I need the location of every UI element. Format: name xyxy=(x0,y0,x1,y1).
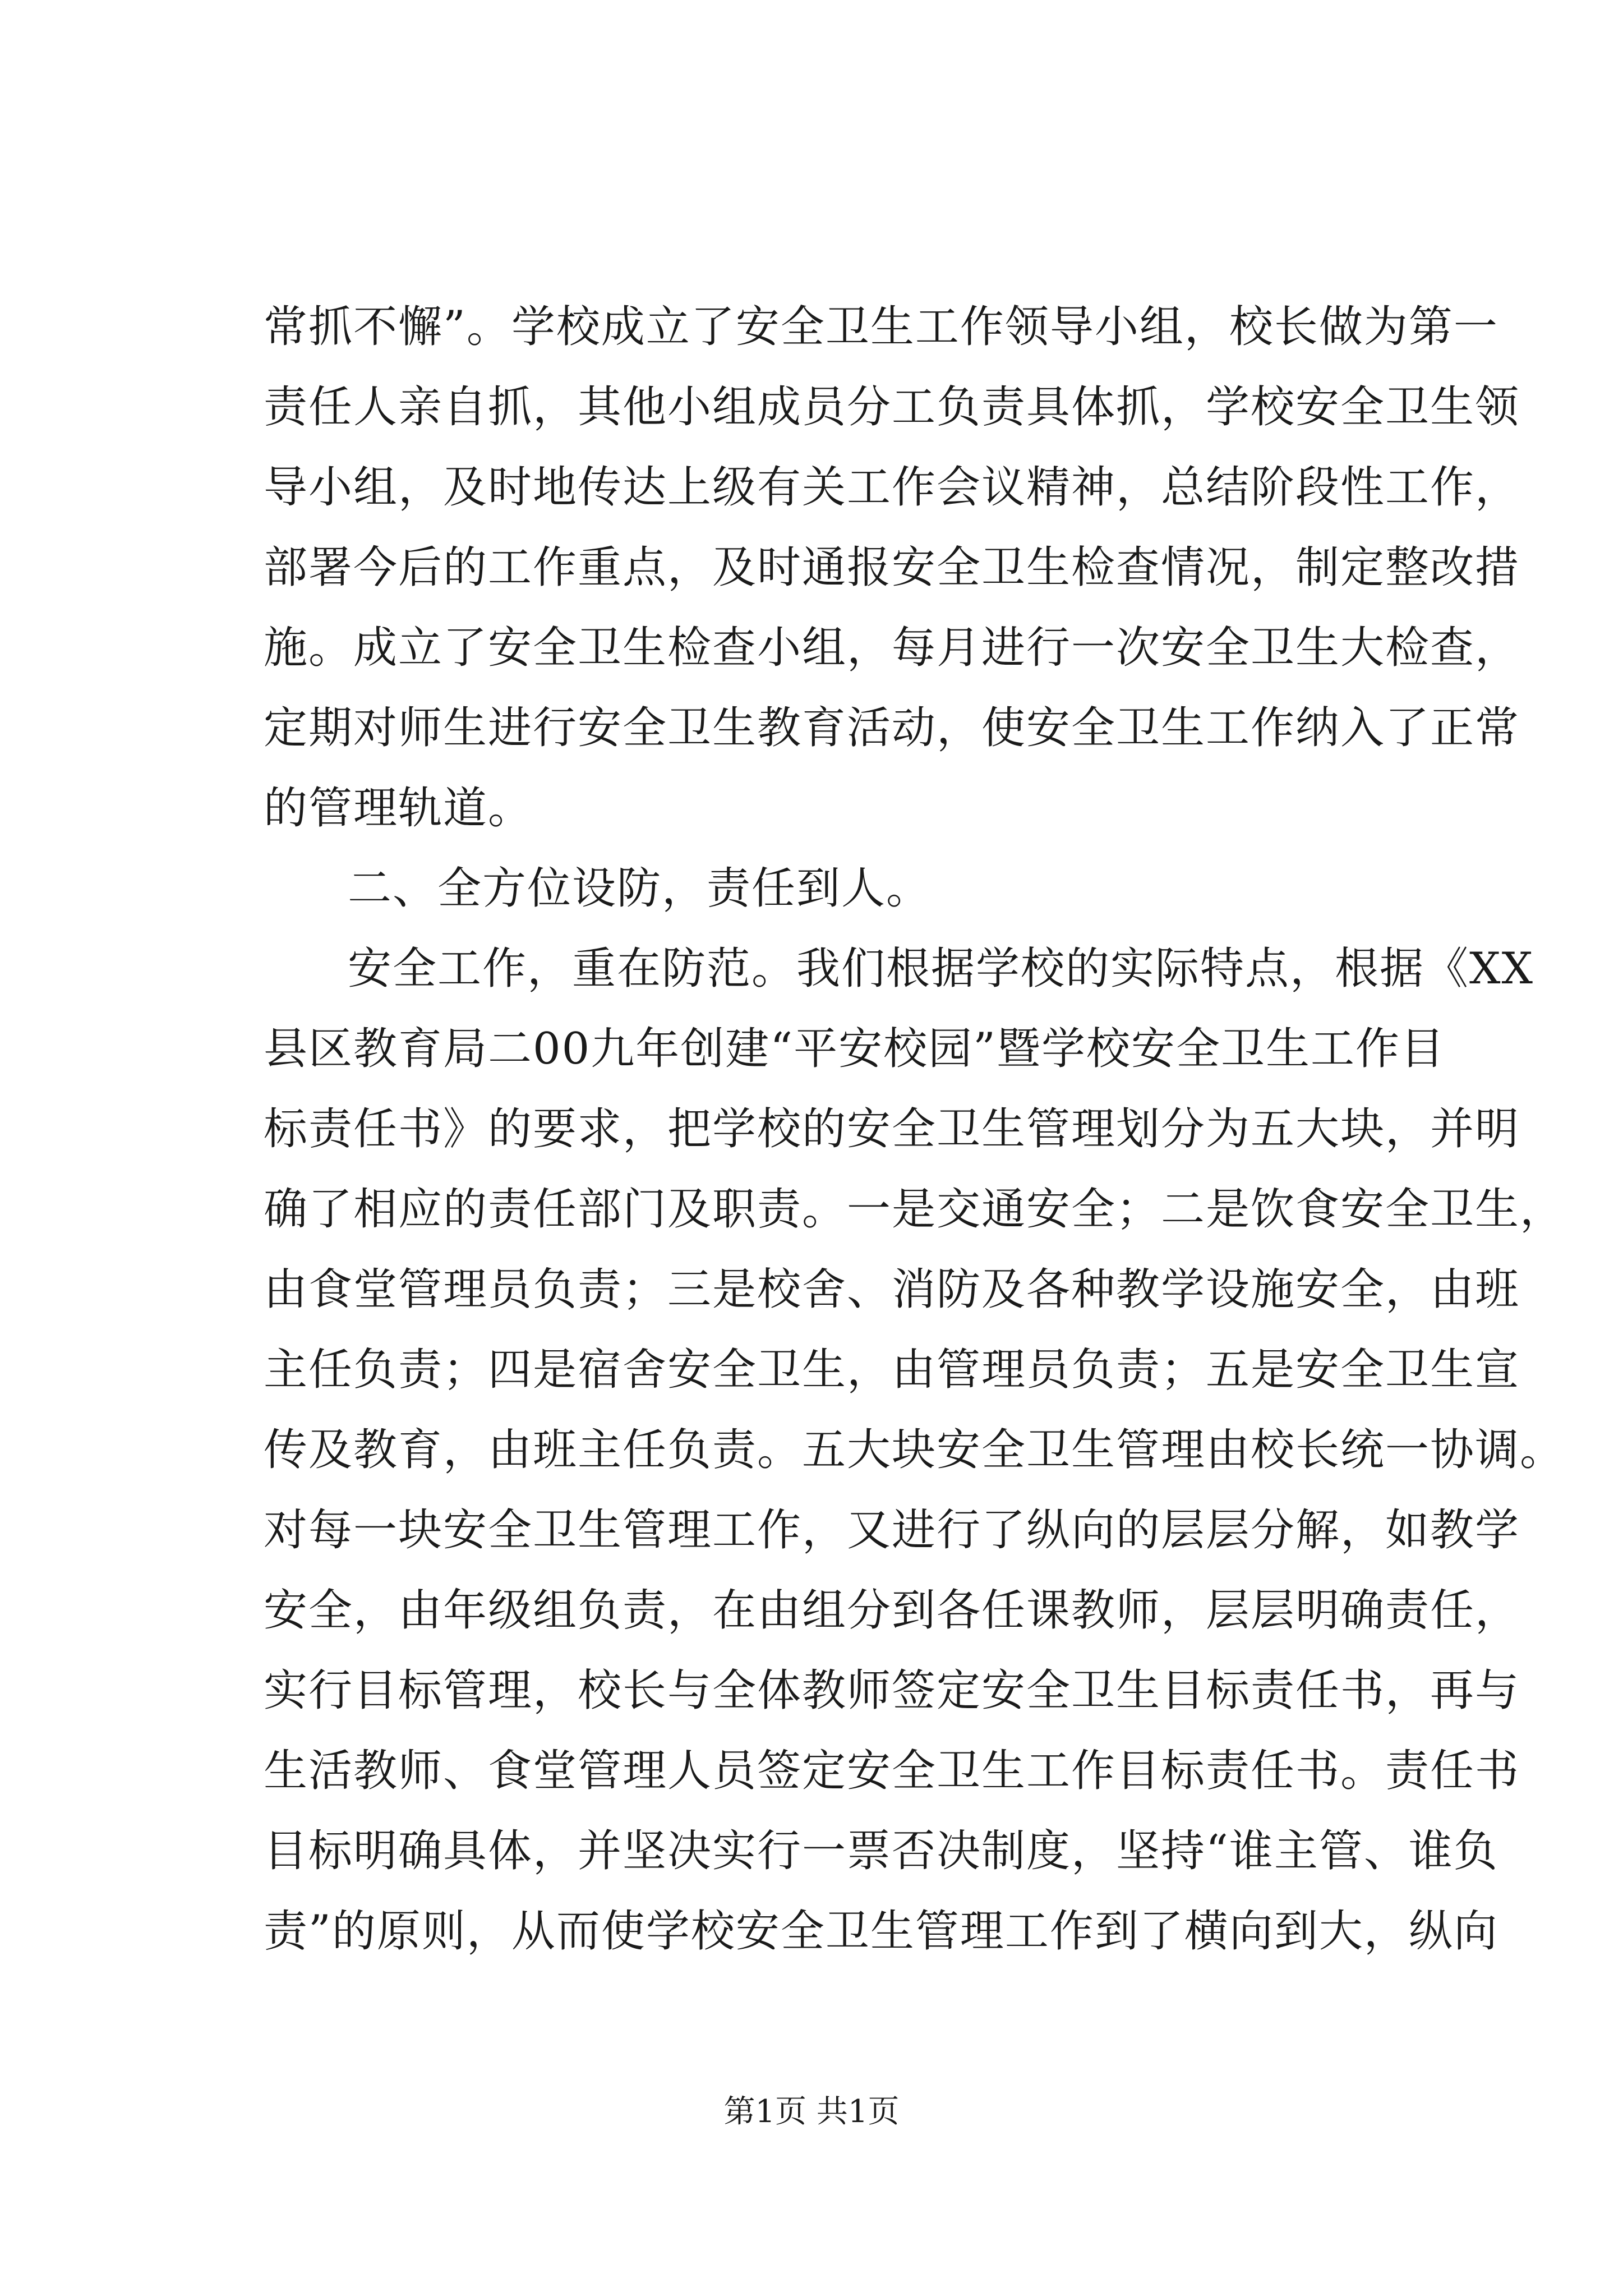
text-line-16: 对每一块安全卫生管理工作，又进行了纵向的层层分解，如教学 xyxy=(264,1505,1520,1556)
text-line-17: 安全，由年级组负责，在由组分到各任课教师，层层明确责任， xyxy=(264,1585,1520,1636)
text-line-15: 传及教育，由班主任负责。五大块安全卫生管理由校长统一协调。 xyxy=(264,1425,1565,1475)
text-line-5: 施。成立了安全卫生检查小组，每月进行一次安全卫生大检查， xyxy=(264,623,1520,673)
text-line-20: 目标明确具体，并坚决实行一票否决制度，坚持“谁主管、谁负 xyxy=(264,1826,1498,1876)
text-line-7: 的管理轨道。 xyxy=(264,783,533,834)
text-line-9: 安全工作，重在防范。我们根据学校的实际特点，根据《XX xyxy=(348,944,1534,994)
text-line-19: 生活教师、食堂管理人员签定安全卫生工作目标责任书。责任书 xyxy=(264,1746,1520,1796)
text-line-10: 县区教育局二00九年创建“平安校园”暨学校安全卫生工作目 xyxy=(264,1024,1446,1074)
text-line-2: 责任人亲自抓，其他小组成员分工负责具体抓，学校安全卫生领 xyxy=(264,382,1520,432)
text-line-13: 由食堂管理员负责；三是校舍、消防及各种教学设施安全，由班 xyxy=(264,1264,1520,1315)
page-number-footer: 第1页 共1页 xyxy=(723,2093,900,2130)
text-line-11: 标责任书》的要求，把学校的安全卫生管理划分为五大块，并明 xyxy=(264,1104,1520,1154)
section-heading: 二、全方位设防，责任到人。 xyxy=(348,863,932,914)
text-line-1: 常抓不懈”。学校成立了安全卫生工作领导小组，校长做为第一 xyxy=(264,302,1498,352)
text-line-3: 导小组，及时地传达上级有关工作会议精神，总结阶段性工作， xyxy=(264,462,1520,513)
text-line-12: 确了相应的责任部门及职责。一是交通安全；二是饮食安全卫生， xyxy=(264,1184,1565,1235)
text-line-4: 部署今后的工作重点，及时通报安全卫生检查情况，制定整改措 xyxy=(264,542,1520,593)
text-line-21: 责”的原则，从而使学校安全卫生管理工作到了横向到大，纵向 xyxy=(264,1906,1498,1957)
text-line-18: 实行目标管理，校长与全体教师签定安全卫生目标责任书，再与 xyxy=(264,1665,1520,1716)
text-line-6: 定期对师生进行安全卫生教育活动，使安全卫生工作纳入了正常 xyxy=(264,703,1520,753)
text-line-14: 主任负责；四是宿舍安全卫生，由管理员负责；五是安全卫生宣 xyxy=(264,1345,1520,1395)
